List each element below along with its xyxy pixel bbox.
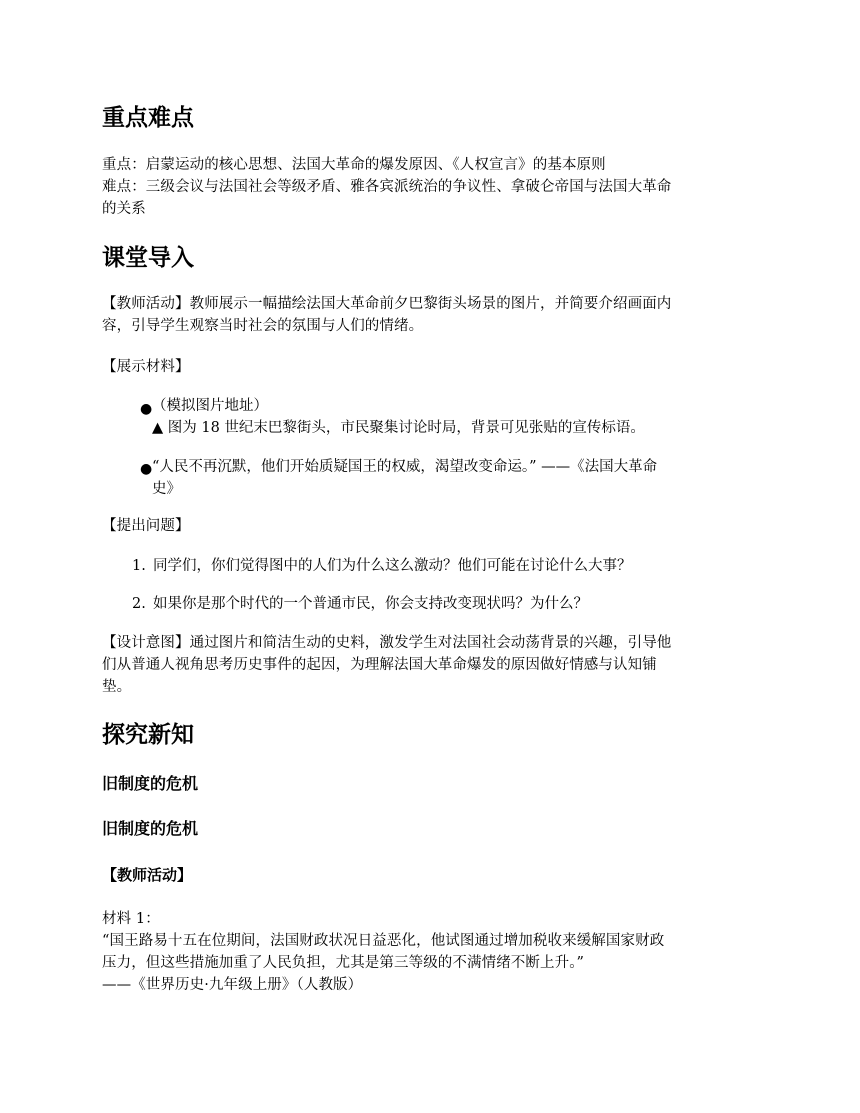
material-1	[102, 908, 782, 996]
explore-heading: 探究新知	[102, 722, 194, 748]
bullet-dot: ●	[140, 461, 153, 477]
intro-teacher-activity	[102, 293, 782, 337]
teacher-activity-line1: 【教师活动】教师展示一幅描绘法国大革命前夕巴黎街头场景的图片，并简要介绍画面内	[102, 296, 672, 312]
material-1-source: ——《世界历史·九年级上册》（人教版）	[102, 977, 363, 993]
intro-heading: 课堂导入	[102, 245, 194, 271]
material-1-quote-line1: “国王路易十五在位期间，法国财政状况日益恶化，他试图通过增加税收来缓解国家财政	[102, 933, 665, 949]
question-number: 2.	[132, 596, 146, 612]
focus-text: 重点：启蒙运动的核心思想、法国大革命的爆发原因、《人权宣言》的基本原则	[102, 157, 606, 173]
question-number: 1.	[132, 558, 146, 574]
material-1-quote-line2: 压力，但这些措施加重了人民负担，尤其是第三等级的不满情绪不断上升。”	[102, 955, 585, 971]
design-intent-line2: 们从普通人视角思考历史事件的起因，为理解法国大革命爆发的原因做好情感与认知铺	[102, 657, 657, 673]
bullet-item-line2: 史》	[152, 481, 181, 497]
teacher-activity-line2: 容，引导学生观察当时社会的氛围与人们的情绪。	[102, 318, 424, 334]
bullet-item	[152, 456, 772, 500]
material-label: 【展示材料】	[102, 359, 190, 375]
key-points-heading: 重点难点	[102, 105, 194, 131]
difficulty-text-line2: 的关系	[102, 201, 146, 217]
teacher-activity-label: 【教师活动】	[102, 866, 193, 884]
design-intent	[102, 632, 782, 698]
explore-subheading: 旧制度的危机	[102, 774, 199, 793]
key-points-body	[102, 154, 782, 220]
design-intent-line3: 垫。	[102, 679, 132, 695]
bullet-item-line1: “人民不再沉默，他们开始质疑国王的权威，渴望改变命运。” ——《法国大革命	[152, 459, 658, 475]
question-text: 如果你是那个时代的一个普通市民，你会支持改变现状吗？为什么？	[153, 596, 588, 612]
bullet-item-line2: ▲ 图为 18 世纪末巴黎街头，市民聚集讨论时局，背景可见张贴的宣传标语。	[152, 420, 645, 436]
material-1-title: 材料 1：	[102, 911, 160, 927]
bullet-item	[152, 395, 772, 439]
bullet-dot: ●	[140, 401, 153, 417]
bullet-item-line1: （模拟图片地址）	[152, 398, 268, 414]
question-text: 同学们，你们觉得图中的人们为什么这么激动？他们可能在讨论什么大事？	[153, 558, 632, 574]
question-label: 【提出问题】	[102, 518, 190, 534]
explore-subheading: 旧制度的危机	[102, 819, 199, 838]
difficulty-text-line1: 难点：三级会议与法国社会等级矛盾、雅各宾派统治的争议性、拿破仑帝国与法国大革命	[102, 179, 672, 195]
design-intent-line1: 【设计意图】通过图片和简洁生动的史料，激发学生对法国社会动荡背景的兴趣，引导他	[102, 635, 672, 651]
